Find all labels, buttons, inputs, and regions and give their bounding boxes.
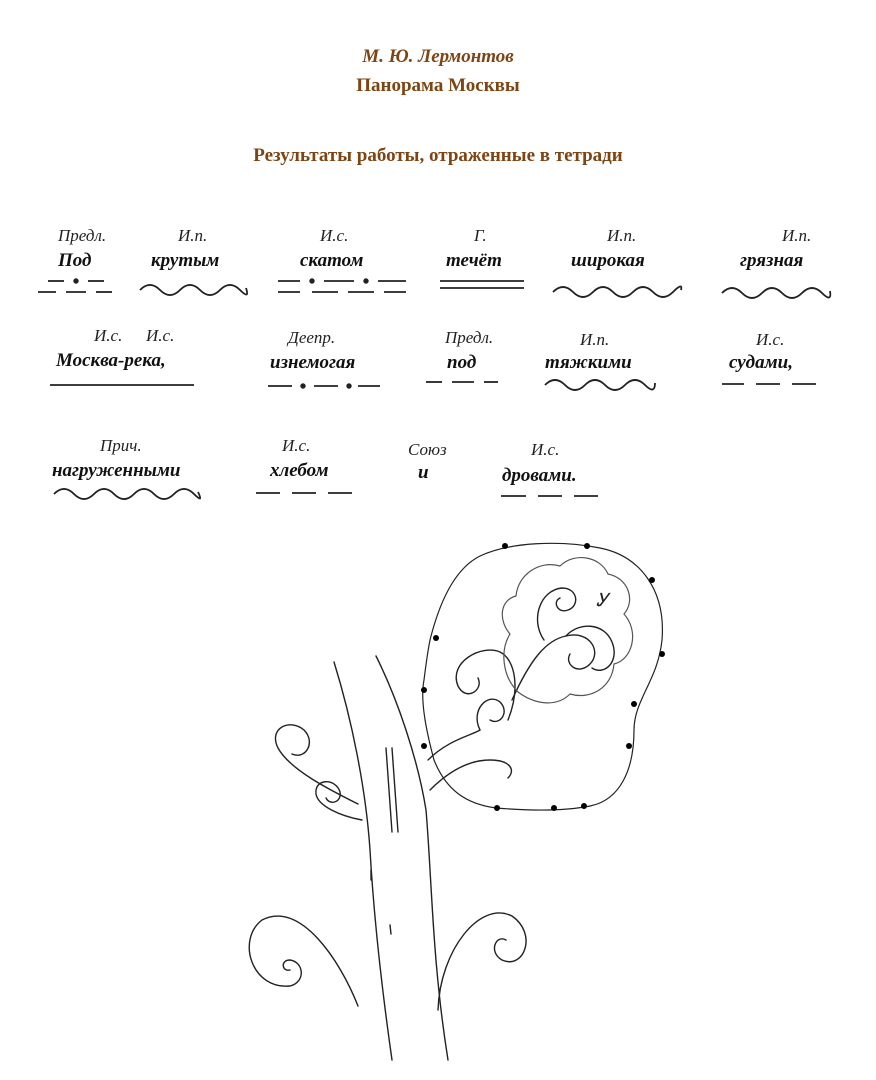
label-r3-1: Прич. — [100, 436, 142, 455]
underline-techet — [440, 281, 524, 288]
word-r2-4: тяжкими — [545, 352, 632, 373]
crown-dots — [421, 543, 665, 811]
label-r1-4: Г. — [474, 226, 487, 245]
tree-trunk-left — [334, 662, 392, 1060]
curl-bottom-left — [249, 916, 358, 1006]
label-r2-1b: И.с. — [146, 326, 175, 345]
tree-trunk-line — [386, 748, 392, 832]
curl-branch-2 — [456, 650, 515, 720]
author-name: М. Ю. Лермонтов — [362, 46, 514, 67]
label-r2-2: Деепр. — [288, 328, 336, 347]
label-r2-4: И.п. — [580, 330, 610, 349]
label-r3-2: И.с. — [282, 436, 311, 455]
curl-left-mid — [316, 782, 362, 820]
word-r1-5: широкая — [571, 250, 645, 271]
label-r2-5: И.с. — [756, 330, 785, 349]
crown-outer — [423, 543, 663, 810]
tree-illustration — [249, 543, 662, 1060]
tree-trunk-line — [392, 748, 398, 832]
curl-branch-3 — [512, 635, 595, 700]
branch-right — [430, 760, 511, 790]
curl-branch-1 — [477, 699, 504, 730]
underline-krutym — [140, 285, 247, 295]
label-r1-3: И.с. — [320, 226, 349, 245]
label-r1-6: И.п. — [782, 226, 812, 245]
word-r1-1: Под — [58, 250, 92, 271]
word-r2-2: изнемогая — [270, 352, 356, 373]
label-r1-1: Предл. — [58, 226, 107, 245]
label-r2-1: И.с. — [94, 326, 123, 345]
underline-nagruzhennymi — [54, 489, 200, 499]
tree-trunk-right — [376, 656, 448, 1060]
underline-pod — [38, 279, 112, 292]
underline-gryaznaya — [722, 288, 830, 298]
word-r3-2: хлебом — [270, 460, 329, 481]
word-r3-4: дровами. — [502, 465, 577, 486]
label-r3-3: Союз — [408, 440, 447, 459]
curl-bottom-right — [438, 913, 526, 1010]
underline-iznemogaya — [268, 384, 380, 388]
word-r1-2: крутым — [151, 250, 220, 271]
label-r1-2: И.п. — [178, 226, 208, 245]
leaf-mark: Ꭹ — [596, 590, 609, 611]
work-title: Панорама Москвы — [356, 75, 520, 96]
word-r1-3: скатом — [300, 250, 364, 271]
label-r2-3: Предл. — [445, 328, 494, 347]
word-r1-6: грязная — [740, 250, 804, 271]
word-r3-1: нагруженными — [52, 460, 181, 481]
word-r2-3: под — [447, 352, 477, 373]
word-r3-3: и — [418, 462, 429, 483]
word-r1-4: течёт — [446, 250, 502, 271]
underline-shirokaya — [553, 286, 681, 297]
word-r2-5: судами, — [729, 352, 793, 373]
curl-left-top — [275, 725, 358, 804]
underline-skatom — [278, 279, 406, 292]
word-r2-1: Москва-река, — [56, 350, 166, 371]
label-r1-5: И.п. — [607, 226, 637, 245]
underline-tyazhkimi — [545, 380, 655, 390]
label-r3-4: И.с. — [531, 440, 560, 459]
section-subtitle: Результаты работы, отраженные в тетради — [253, 145, 623, 166]
